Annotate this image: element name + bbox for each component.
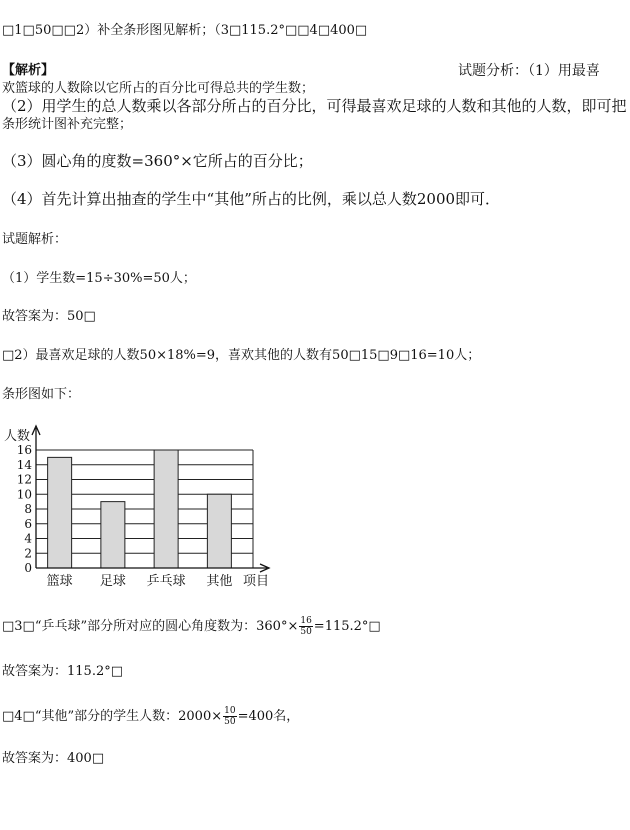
x-axis-label: 项目 [243, 574, 270, 589]
solution-step4 [2, 706, 299, 727]
y-tick-label: 10 [16, 487, 32, 502]
fraction-denominator: 50 [224, 717, 236, 727]
answers-header: □1□50□□2）补全条形图见解析；（3□115.2°□□4□400□ [2, 23, 368, 38]
answer-3: 故答案为：115.2°□ [2, 664, 123, 679]
y-tick-label: 12 [16, 472, 32, 487]
step4-result: =400名， [237, 709, 300, 724]
analysis-step2: （2）用学生的总人数乘以各部分所占的百分比，可得最喜欢足球的人数和其他的人数，即可把 [2, 97, 627, 115]
bar [48, 457, 72, 568]
x-tick-label: 乒乓球 [146, 574, 186, 589]
x-tick-label: 其他 [206, 574, 233, 589]
x-tick-label: 篮球 [46, 574, 73, 589]
fraction-16-50 [299, 616, 312, 637]
y-axis-label: 人数 [4, 429, 31, 444]
analysis-heading: 试题分析：（1）用最喜 [458, 63, 600, 79]
fraction-denominator: 50 [300, 627, 312, 637]
y-tick-label: 0 [24, 561, 32, 575]
bar-chart [0, 420, 300, 595]
fraction-10-50 [223, 706, 236, 727]
fraction-numerator: 16 [300, 616, 312, 626]
analysis-step3: （3）圆心角的度数=360°×它所占的百分比； [2, 152, 313, 170]
solution-label: 试题解析： [2, 232, 68, 247]
x-tick-label: 足球 [99, 574, 126, 589]
analysis-step2-continued: 条形统计图补充完整； [2, 117, 133, 132]
solution-step2: □2）最喜欢足球的人数50×18%=9，喜欢其他的人数有50□15□9□16=10人； [2, 348, 481, 363]
answer-4: 故答案为：400□ [2, 751, 105, 766]
analysis-step4: （4）首先计算出抽查的学生中“其他”所占的比例，乘以总人数2000即可． [2, 190, 501, 208]
solution-step1: （1）学生数=15÷30%=50人； [2, 271, 196, 286]
y-tick-label: 8 [24, 502, 32, 516]
step4-text: □4□“其他”部分的学生人数：2000× [2, 709, 223, 724]
bar [101, 502, 125, 568]
bar [207, 494, 231, 568]
chart-intro: 条形图如下： [2, 387, 81, 402]
y-tick-label: 14 [16, 457, 32, 472]
y-tick-label: 2 [24, 546, 32, 561]
answer-1: 故答案为：50□ [2, 309, 96, 324]
y-tick-label: 16 [16, 443, 32, 457]
jiexi-label: 【解析】 [2, 63, 55, 78]
step3-result: =115.2°□ [313, 619, 381, 634]
y-tick-label: 6 [24, 516, 32, 531]
fraction-numerator: 10 [224, 706, 236, 716]
solution-step3 [2, 616, 381, 637]
analysis-step1-continued: 欢篮球的人数除以它所占的百分比可得总共的学生数； [2, 81, 315, 96]
y-tick-label: 4 [24, 531, 32, 546]
step3-text: □3□“乒乓球”部分所对应的圆心角度数为：360°× [2, 619, 299, 634]
bar [154, 450, 178, 568]
